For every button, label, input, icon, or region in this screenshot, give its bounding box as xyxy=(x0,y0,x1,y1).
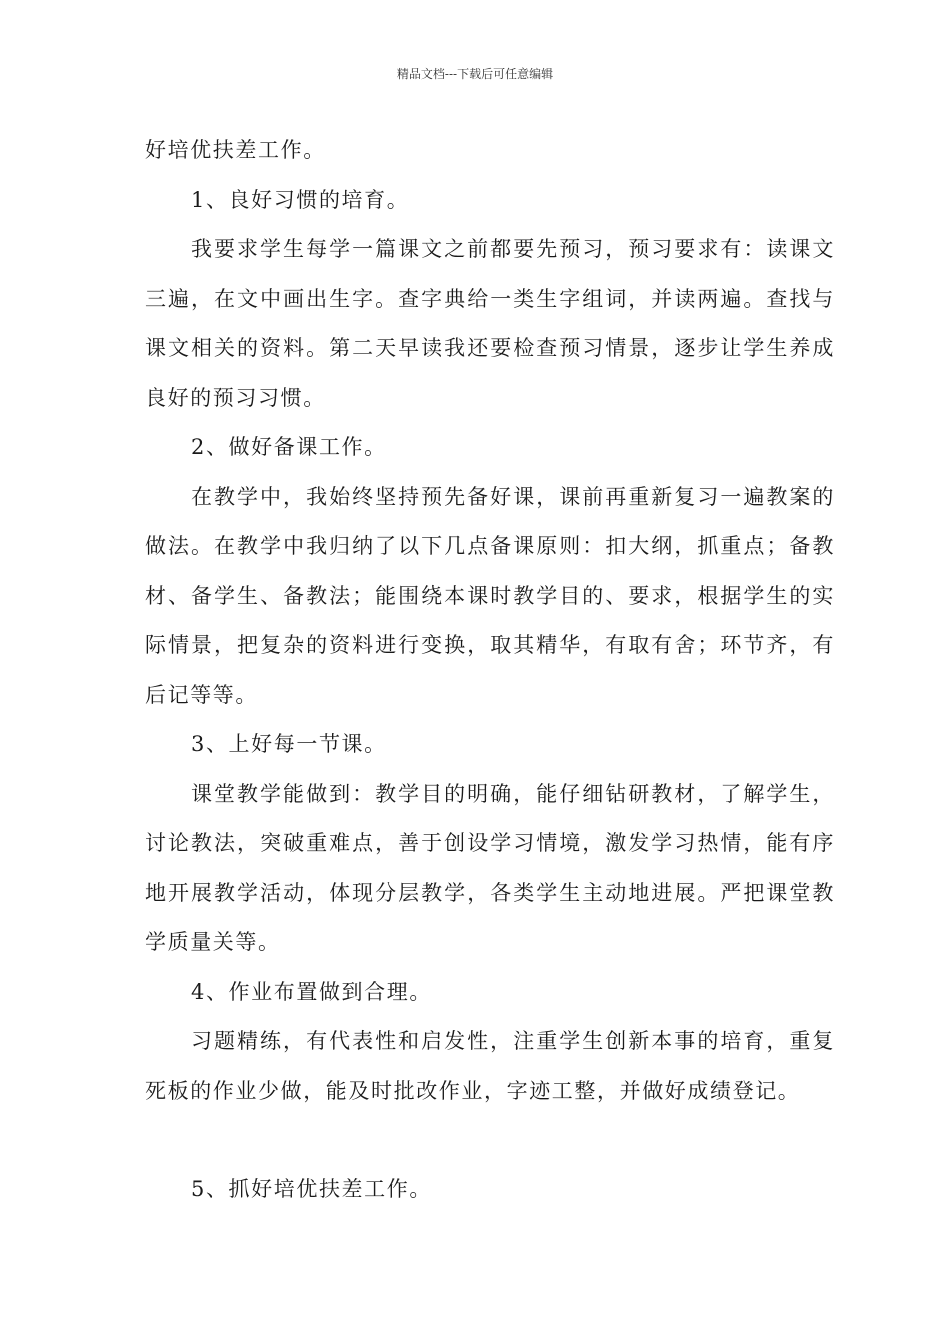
paragraph-preparation-principles: 在教学中，我始终坚持预先备好课，课前再重新复习一遍教案的做法。在教学中我归纳了以下几点备课原则：扣大纲，抓重点；备教材、备学生、备教法；能围绕本课时教学目的、要求，根据学生的实际情景，把复杂的资料进行变换，取其精华，有取有舍；环节齐，有后记等等。 xyxy=(145,484,835,707)
document-body xyxy=(145,126,835,1215)
heading-habit-cultivation: 1、良好习惯的培育。 xyxy=(191,187,410,212)
paragraph-continuation: 好培优扶差工作。 xyxy=(145,138,326,162)
heading-homework-assignment: 4、作业布置做到合理。 xyxy=(191,979,432,1004)
paragraph-homework-details: 习题精练，有代表性和启发性，注重学生创新本事的培育，重复死板的作业少做，能及时批改作业，字迹工整，并做好成绩登记。 xyxy=(145,1029,835,1103)
heading-teach-each-class: 3、上好每一节课。 xyxy=(191,732,387,756)
page-header: 精品文档---下载后可任意编辑 xyxy=(396,67,554,81)
paragraph-classroom-teaching: 课堂教学能做到：教学目的明确，能仔细钻研教材，了解学生，讨论教法，突破重难点，善于创设学习情境，激发学习热情，能有序地开展教学活动，体现分层教学，各类学生主动地进展。严把课堂教学质量关等。 xyxy=(145,781,835,954)
heading-lesson-preparation: 2、做好备课工作。 xyxy=(191,435,387,459)
heading-tutoring-work: 5、抓好培优扶差工作。 xyxy=(191,1177,432,1201)
paragraph-preview-requirements: 我要求学生每学一篇课文之前都要先预习，预习要求有：读课文三遍，在文中画出生字。查字典给一类生字组词，并读两遍。查找与课文相关的资料。第二天早读我还要检查预习情景，逐步让学生养成良好的预习习惯。 xyxy=(145,237,835,410)
